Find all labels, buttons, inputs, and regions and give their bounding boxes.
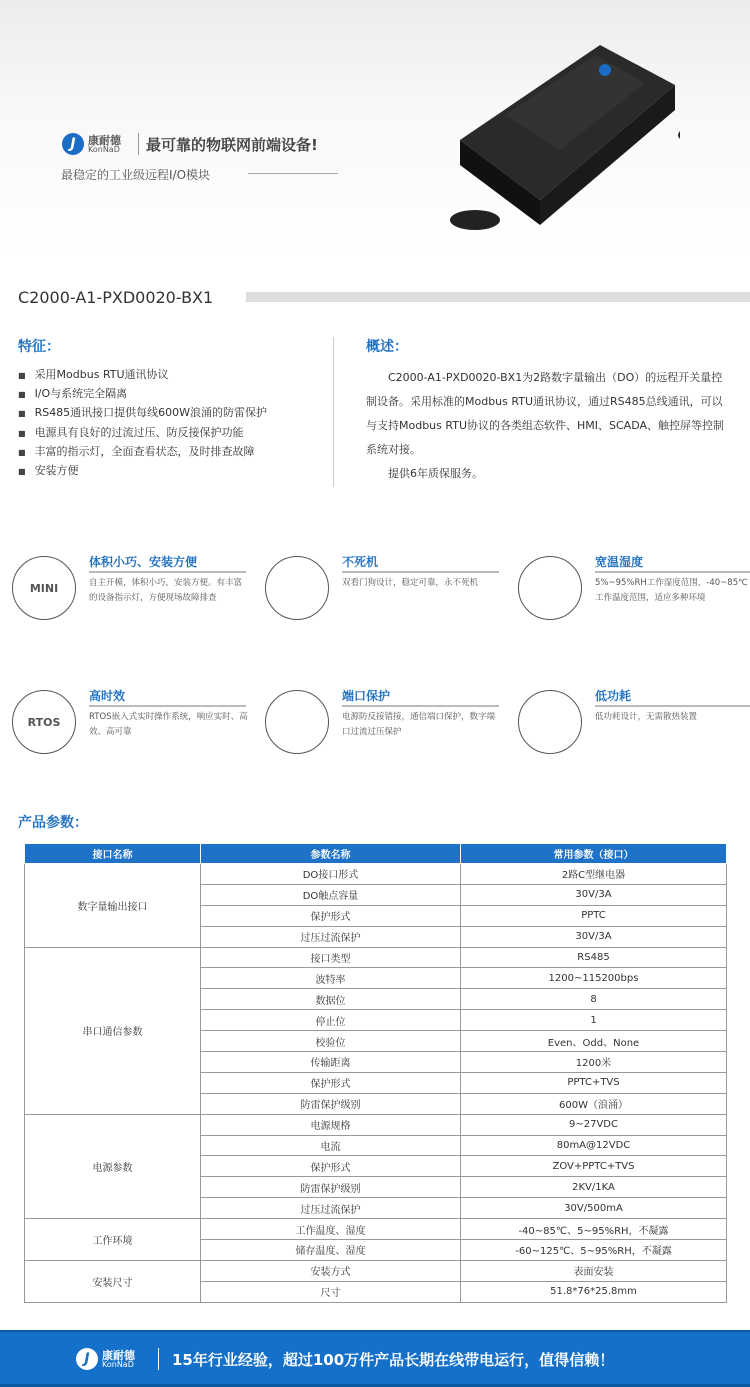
card-title: 宽温湿度 [595, 555, 644, 569]
param-name: 保护形式 [201, 905, 461, 926]
group-name: 工作环境 [25, 1219, 201, 1261]
divider [595, 705, 750, 707]
list-item: ■ 安装方便 [18, 462, 267, 481]
overview-title: 概述： [366, 339, 408, 355]
params-title: 产品参数： [18, 815, 88, 831]
card-title: 高时效 [89, 689, 126, 703]
param-name: 防雷保护级别 [201, 1177, 461, 1198]
param-name: 停止位 [201, 1010, 461, 1031]
param-name: 过压过流保护 [201, 926, 461, 947]
feature-card [265, 690, 505, 770]
feature-card [265, 556, 505, 636]
divider [333, 337, 334, 487]
card-text: 自主开模，体积小巧，安装方便。有丰富的设备指示灯，方便现场故障排查 [89, 578, 243, 603]
dog-cat-icon [265, 556, 329, 620]
divider [595, 571, 750, 573]
overview-paragraph: 提供6年质保服务。 [388, 467, 483, 480]
divider [138, 133, 139, 155]
param-value: 30V/500mA [461, 1198, 727, 1219]
brand-en: KonNaD [102, 1359, 134, 1369]
overview-paragraph: C2000-A1-PXD0020-BX1为2路数字量输出（DO）的远程开关量控制设备。采用标准的Modbus RTU通讯协议，通过RS485总线通讯，可以与支持Modbus RTU协议的各类组态软件、HMI、SCADA、触控屏等控制系统对接。 [366, 371, 724, 456]
param-name: 储存温度、湿度 [201, 1240, 461, 1261]
param-value: 2KV/1KA [461, 1177, 727, 1198]
card-text: 电源防反接错接，通信端口保护，数字端口过流过压保护 [342, 712, 496, 737]
table-row [25, 1219, 727, 1240]
logo-mark-icon: J [62, 133, 84, 155]
group-name: 安装尺寸 [25, 1260, 201, 1302]
param-name: 尺寸 [201, 1281, 461, 1302]
shield-icon [518, 690, 582, 754]
icon-label: RTOS [27, 715, 61, 729]
brand-en: KonNaD [88, 144, 120, 154]
param-name: 过压过流保护 [201, 1198, 461, 1219]
param-value: 9~27VDC [461, 1114, 727, 1135]
features-list [18, 366, 267, 481]
card-text: 低功耗设计，无需散热装置 [595, 712, 698, 722]
param-value: 表面安装 [461, 1260, 727, 1281]
feature-card [518, 690, 750, 770]
param-value: 8 [461, 989, 727, 1010]
table-header: 参数名称 [201, 844, 461, 864]
feature-card [12, 690, 252, 770]
divider [342, 705, 499, 707]
param-name: 安装方式 [201, 1260, 461, 1281]
product-image [430, 25, 680, 235]
param-name: 电源规格 [201, 1114, 461, 1135]
card-title: 体积小巧、安装方便 [89, 555, 198, 569]
group-name: 数字量输出接口 [25, 864, 201, 948]
param-value: 1200米 [461, 1052, 727, 1073]
brand-logo [76, 1348, 135, 1370]
table-row [25, 1260, 727, 1281]
card-title: 端口保护 [342, 689, 391, 703]
divider [89, 705, 246, 707]
param-value: RS485 [461, 947, 727, 968]
thermometer-humidity-icon [518, 556, 582, 620]
footer-banner [0, 1330, 750, 1387]
param-name: 传输距离 [201, 1052, 461, 1073]
list-item: ■ RS485通讯接口提供每线600W浪涌的防雷保护 [18, 404, 267, 423]
param-value: 30V/3A [461, 926, 727, 947]
param-value: 30V/3A [461, 884, 727, 905]
param-value: ZOV+PPTC+TVS [461, 1156, 727, 1177]
model-number: C2000-A1-PXD0020-BX1 [18, 288, 214, 307]
feature-card [12, 556, 252, 636]
param-value: -60~125℃、5~95%RH，不凝露 [461, 1240, 727, 1261]
brand-logo [62, 133, 121, 155]
list-item: ■ 电源具有良好的过流过压、防反接保护功能 [18, 424, 267, 443]
param-name: 保护形式 [201, 1156, 461, 1177]
param-value: -40~85℃、5~95%RH，不凝露 [461, 1219, 727, 1240]
group-name: 电源参数 [25, 1114, 201, 1218]
param-value: 80mA@12VDC [461, 1135, 727, 1156]
feature-card [518, 556, 750, 636]
list-item: ■ 丰富的指示灯，全面查看状态，及时排查故障 [18, 443, 267, 462]
param-value: PPTC [461, 905, 727, 926]
port-protection-icon [265, 690, 329, 754]
group-name: 串口通信参数 [25, 947, 201, 1114]
logo-mark-icon: J [76, 1348, 98, 1370]
param-name: 波特率 [201, 968, 461, 989]
param-value: 1 [461, 1010, 727, 1031]
table-row [25, 1114, 727, 1135]
divider [342, 571, 499, 573]
param-value: PPTC+TVS [461, 1072, 727, 1093]
subtitle: 最稳定的工业级远程I/O模块 [61, 168, 211, 182]
param-value: 51.8*76*25.8mm [461, 1281, 727, 1302]
rtos-wifi-icon [12, 690, 76, 754]
param-name: 保护形式 [201, 1072, 461, 1093]
param-value: 1200~115200bps [461, 968, 727, 989]
card-title: 不死机 [342, 555, 379, 569]
param-name: DO触点容量 [201, 884, 461, 905]
param-name: 防雷保护级别 [201, 1093, 461, 1114]
param-name: 接口类型 [201, 947, 461, 968]
model-bar [246, 292, 750, 302]
brand-cn: 康耐德 [88, 133, 121, 147]
tools-mini-icon [12, 556, 76, 620]
param-name: 数据位 [201, 989, 461, 1010]
card-text: RTOS嵌入式实时操作系统，响应实时、高效、高可靠 [89, 712, 248, 737]
card-text: 双看门狗设计，稳定可靠，永不死机 [342, 578, 479, 588]
divider [158, 1348, 159, 1370]
param-name: 工作温度、湿度 [201, 1219, 461, 1240]
params-table [24, 843, 727, 1303]
card-title: 低功耗 [595, 689, 632, 703]
table-row [25, 947, 727, 968]
param-name: 电流 [201, 1135, 461, 1156]
param-value: 2路C型继电器 [461, 864, 727, 885]
list-item: ■ I/O与系统完全隔离 [18, 385, 267, 404]
param-name: 校验位 [201, 1031, 461, 1052]
brand-cn: 康耐德 [102, 1348, 135, 1362]
param-value: 600W（浪涌） [461, 1093, 727, 1114]
divider [89, 571, 246, 573]
divider [248, 173, 338, 174]
overview-text [366, 366, 728, 486]
list-item: ■ 采用Modbus RTU通讯协议 [18, 366, 267, 385]
param-value: Even、Odd、None [461, 1031, 727, 1052]
footer-text: 15年行业经验，超过100万件产品长期在线带电运行，值得信赖！ [172, 1351, 615, 1369]
param-name: DO接口形式 [201, 864, 461, 885]
slogan: 最可靠的物联网前端设备! [146, 136, 318, 154]
table-header: 常用参数（接口） [461, 844, 727, 864]
table-header: 接口名称 [25, 844, 201, 864]
table-row [25, 864, 727, 885]
features-title: 特征： [18, 339, 60, 355]
card-text: 5%~95%RH工作湿度范围，-40~85℃工作温度范围，适应多种环境 [595, 578, 748, 603]
icon-label: MINI [29, 581, 59, 595]
